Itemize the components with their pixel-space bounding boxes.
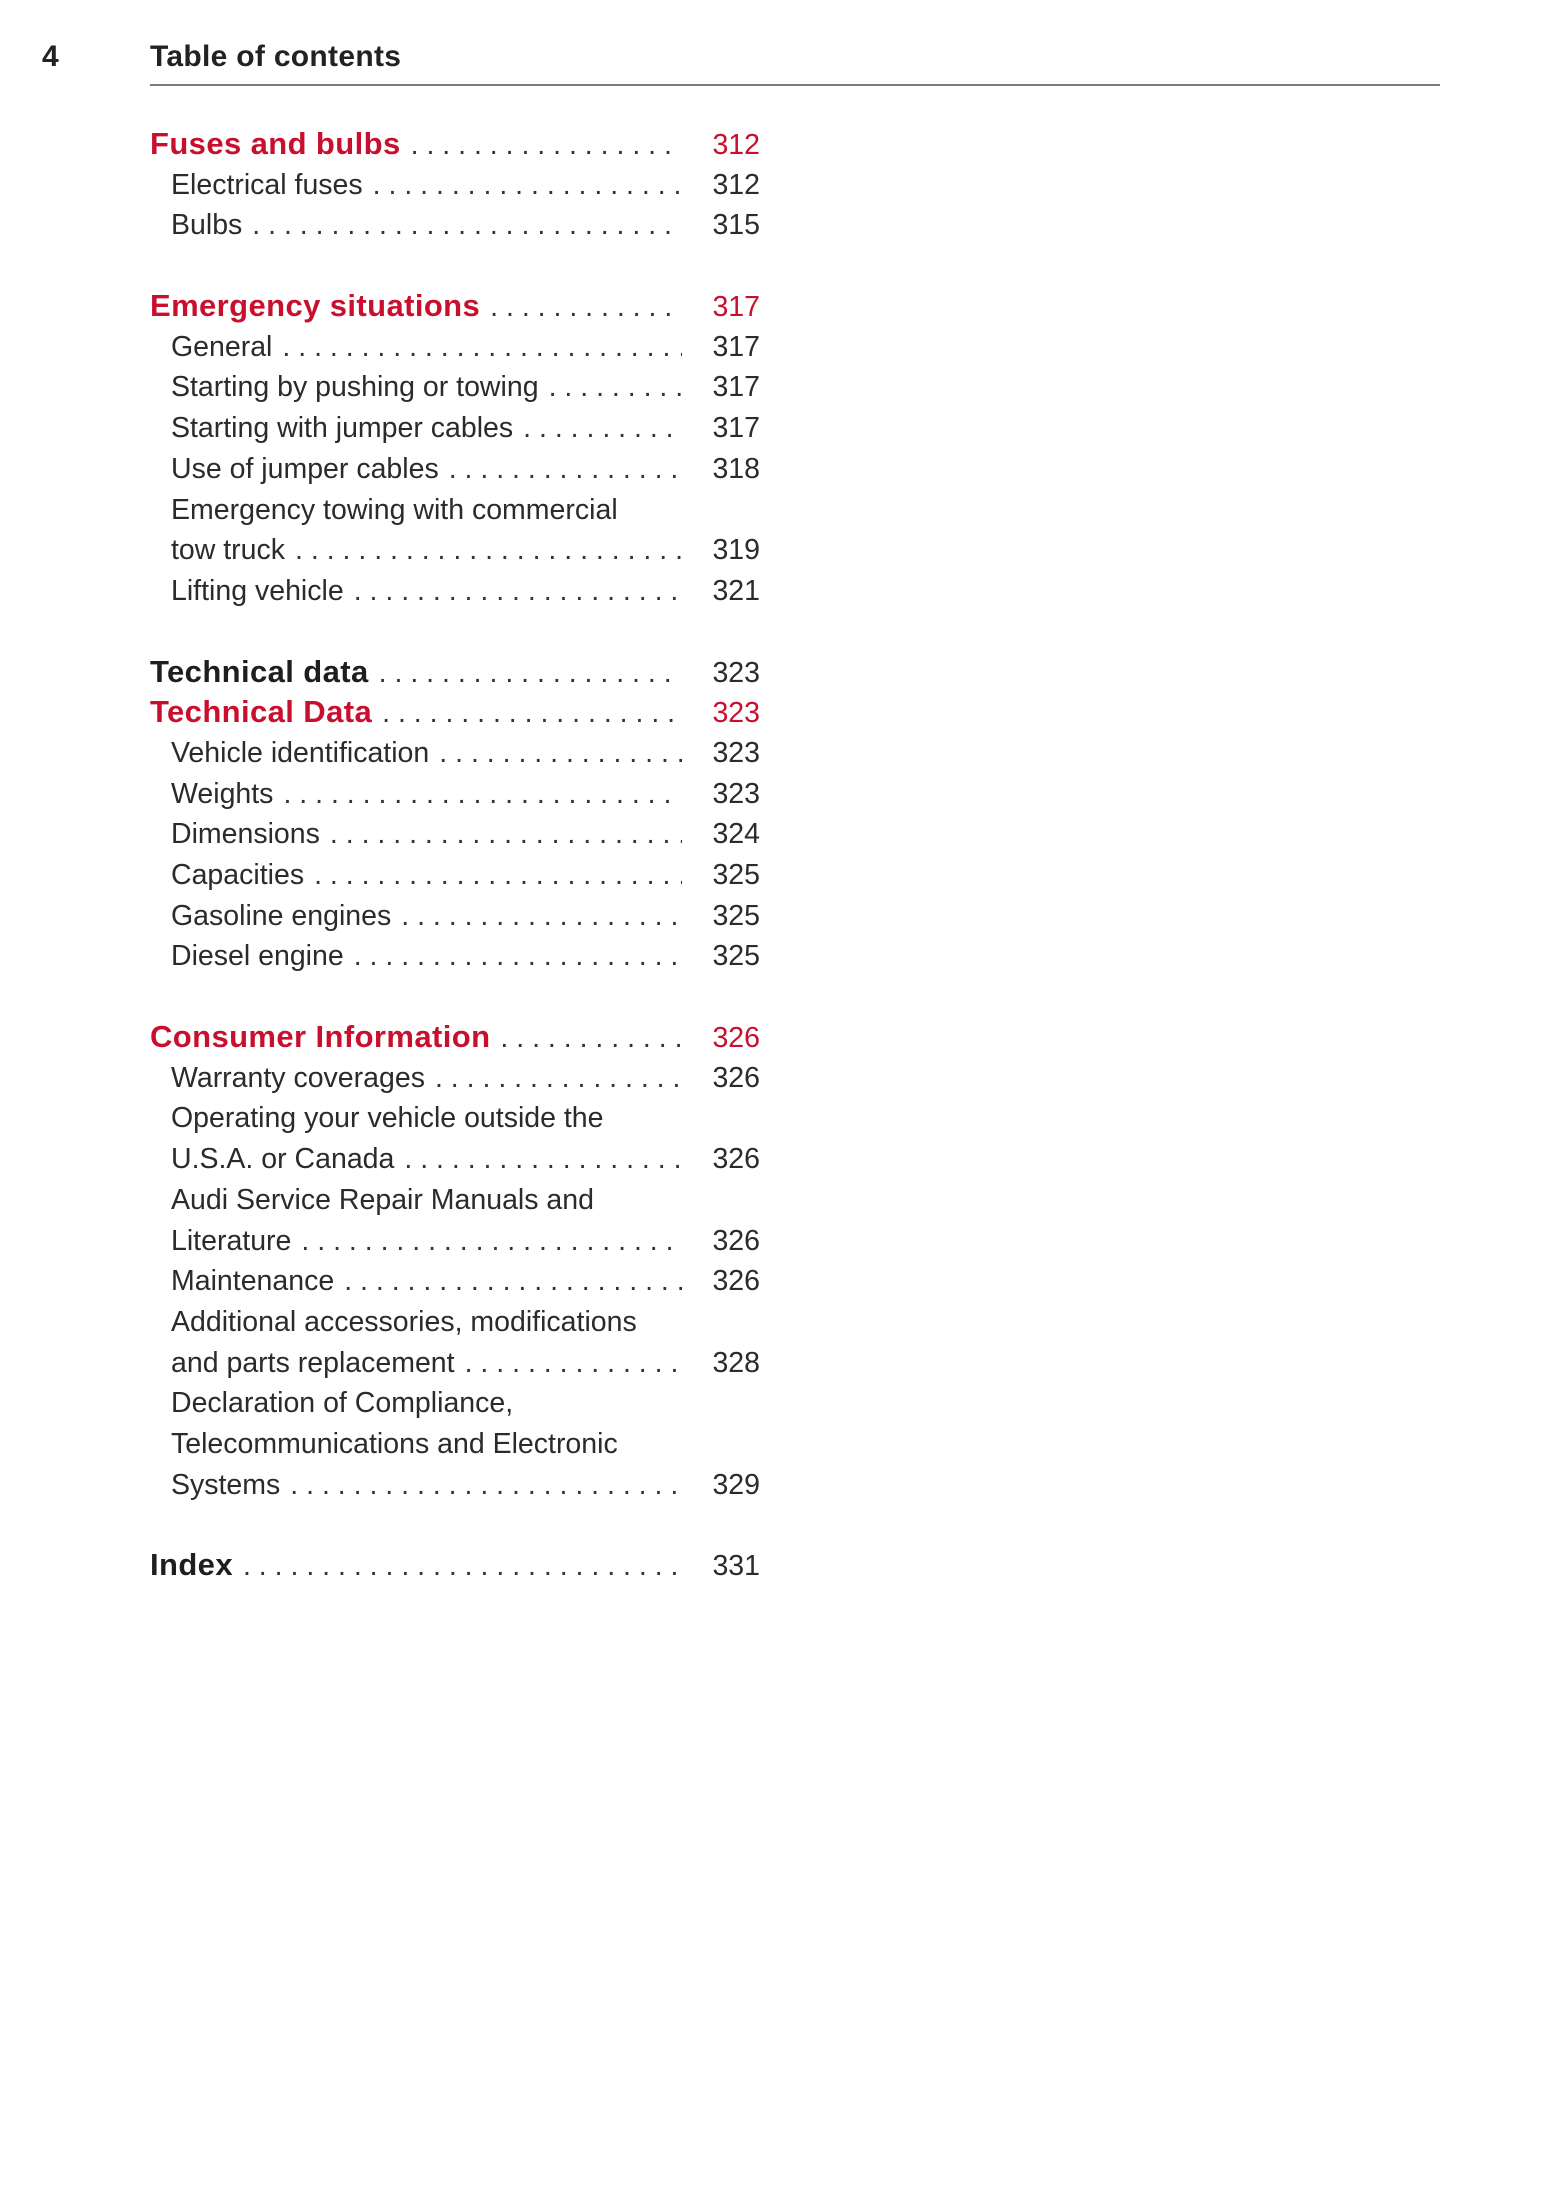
page-ref: 319 <box>712 534 760 567</box>
header-divider <box>150 84 1440 86</box>
entry-label: Dimensions <box>171 818 320 851</box>
leader-dots <box>435 1058 682 1099</box>
toc-entry-accessories[interactable] <box>150 1343 760 1384</box>
entry-label: Bulbs <box>171 209 243 242</box>
toc-entry-gasoline-engines[interactable] <box>150 896 760 937</box>
page-ref: 323 <box>712 656 760 689</box>
chapter-title: Technical Data <box>150 694 373 730</box>
entry-label: Capacities <box>171 859 305 891</box>
toc-entry-emergency-towing[interactable] <box>150 530 760 571</box>
entry-label-line1: Audi Service Repair Manuals and <box>171 1183 594 1216</box>
entry-label: U.S.A. or Canada <box>171 1143 395 1176</box>
toc-entry-bulbs[interactable] <box>150 205 760 246</box>
entry-label: Weights <box>171 777 274 810</box>
entry-label: and parts replacement <box>171 1346 455 1379</box>
toc-part-index[interactable] <box>150 1545 760 1586</box>
part-title: Index <box>150 1547 233 1583</box>
page-ref: 329 <box>712 1468 760 1501</box>
leader-dots <box>301 1221 682 1262</box>
toc-entry-general[interactable] <box>150 327 760 368</box>
toc-entry-electrical-fuses[interactable] <box>150 165 760 206</box>
leader-dots <box>282 327 682 368</box>
leader-dots <box>523 408 682 449</box>
toc-section-index <box>150 1545 760 1586</box>
page-ref: 325 <box>712 940 760 973</box>
leader-dots <box>500 1018 682 1059</box>
leader-dots <box>411 125 682 166</box>
page-ref: 317 <box>712 330 760 363</box>
page-ref: 312 <box>712 129 760 161</box>
leader-dots <box>283 774 682 815</box>
leader-dots <box>290 1465 682 1506</box>
leader-dots <box>439 733 682 774</box>
page-ref: 323 <box>712 777 760 810</box>
page-ref: 315 <box>712 209 760 242</box>
page-ref: 326 <box>712 1022 760 1055</box>
toc-chapter-technical-data[interactable] <box>150 692 760 733</box>
entry-label: tow truck <box>171 534 286 567</box>
chapter-title: Emergency situations <box>150 288 481 324</box>
entry-label: Lifting vehicle <box>171 574 344 607</box>
toc-entry-declaration-line1[interactable] <box>150 1383 760 1424</box>
page-ref: 321 <box>712 574 760 607</box>
toc-entry-dimensions[interactable] <box>150 814 760 855</box>
leader-dots <box>243 1546 682 1587</box>
page-ref: 318 <box>712 452 760 485</box>
page-ref: 325 <box>712 899 760 932</box>
page-ref: 312 <box>712 168 760 201</box>
leader-dots <box>401 896 682 937</box>
entry-label: Systems <box>171 1468 281 1501</box>
leader-dots <box>295 530 682 571</box>
entry-label-line1: Additional accessories, modifications <box>171 1305 637 1338</box>
leader-dots <box>354 571 682 612</box>
leader-dots <box>344 1261 682 1302</box>
leader-dots <box>373 165 682 206</box>
chapter-title: Consumer Information <box>150 1019 491 1055</box>
toc-section-consumer <box>150 1017 760 1505</box>
toc-entry-starting-by-pushing[interactable] <box>150 367 760 408</box>
entry-label: Electrical fuses <box>171 168 363 201</box>
page-ref: 324 <box>712 818 760 851</box>
toc-part-technical-data[interactable] <box>150 652 760 693</box>
toc-chapter-emergency-situations[interactable] <box>150 286 760 327</box>
chapter-title: Fuses and bulbs <box>150 126 401 161</box>
toc-section-technical <box>150 652 760 978</box>
page-ref: 331 <box>712 1550 760 1583</box>
toc-entry-emergency-towing-line1[interactable] <box>150 490 760 531</box>
toc-chapter-consumer-information[interactable] <box>150 1017 760 1058</box>
entry-label: Maintenance <box>171 1265 335 1298</box>
entry-label: Warranty coverages <box>171 1061 425 1094</box>
leader-dots <box>252 205 682 246</box>
page-ref: 317 <box>712 371 760 404</box>
toc-entry-diesel-engine[interactable] <box>150 936 760 977</box>
toc-entry-declaration[interactable] <box>150 1465 760 1506</box>
toc-entry-capacities[interactable] <box>150 855 760 896</box>
page-ref: 328 <box>712 1346 760 1379</box>
toc-entry-maintenance[interactable] <box>150 1261 760 1302</box>
toc-entry-declaration-line2[interactable] <box>150 1424 760 1465</box>
page-ref: 317 <box>712 412 760 445</box>
entry-label: Literature <box>171 1224 292 1257</box>
toc-entry-accessories-line1[interactable] <box>150 1302 760 1343</box>
leader-dots <box>314 855 682 896</box>
toc-entry-operating-outside[interactable] <box>150 1139 760 1180</box>
leader-dots <box>465 1343 682 1384</box>
toc-entry-repair-manuals-line1[interactable] <box>150 1180 760 1221</box>
page-ref: 323 <box>712 697 760 730</box>
leader-dots <box>330 814 682 855</box>
leader-dots <box>379 653 682 694</box>
page-ref: 325 <box>712 859 760 891</box>
entry-label: Vehicle identification <box>171 736 430 769</box>
entry-label-line1: Emergency towing with commercial <box>171 493 618 526</box>
entry-label: Starting with jumper cables <box>171 412 514 445</box>
page-ref: 326 <box>712 1224 760 1257</box>
page-ref: 317 <box>712 291 760 324</box>
toc-entry-operating-outside-line1[interactable] <box>150 1098 760 1139</box>
toc-entry-weights[interactable] <box>150 774 760 815</box>
leader-dots <box>382 693 682 734</box>
part-title: Technical data <box>150 653 369 689</box>
page-ref: 326 <box>712 1143 760 1176</box>
toc-entry-repair-manuals[interactable] <box>150 1221 760 1262</box>
toc-entry-lifting-vehicle[interactable] <box>150 571 760 612</box>
entry-label-line1: Operating your vehicle outside the <box>171 1102 604 1135</box>
page-ref: 326 <box>712 1265 760 1298</box>
table-of-contents <box>150 124 760 1626</box>
toc-entry-starting-with-jumper-cables[interactable] <box>150 408 760 449</box>
page-number: 4 <box>42 40 59 73</box>
toc-chapter-fuses-and-bulbs[interactable] <box>150 124 760 165</box>
toc-entry-warranty-coverages[interactable] <box>150 1058 760 1099</box>
entry-label-line1: Declaration of Compliance, <box>171 1387 514 1420</box>
page-ref: 323 <box>712 736 760 769</box>
entry-label: Starting by pushing or towing <box>171 371 539 404</box>
entry-label: General <box>171 330 273 363</box>
toc-entry-vehicle-identification[interactable] <box>150 733 760 774</box>
toc-section-fuses <box>150 124 760 246</box>
toc-section-emergency <box>150 286 760 612</box>
entry-label: Diesel engine <box>171 940 344 973</box>
entry-label: Gasoline engines <box>171 899 392 932</box>
entry-label: Use of jumper cables <box>171 452 439 485</box>
leader-dots <box>354 936 682 977</box>
leader-dots <box>549 367 682 408</box>
page-title: Table of contents <box>150 40 402 73</box>
leader-dots <box>449 449 682 490</box>
entry-label-line2: Telecommunications and Electronic <box>171 1427 618 1460</box>
page-ref: 326 <box>712 1061 760 1094</box>
leader-dots <box>490 287 682 328</box>
leader-dots <box>404 1139 682 1180</box>
toc-entry-use-of-jumper-cables[interactable] <box>150 449 760 490</box>
